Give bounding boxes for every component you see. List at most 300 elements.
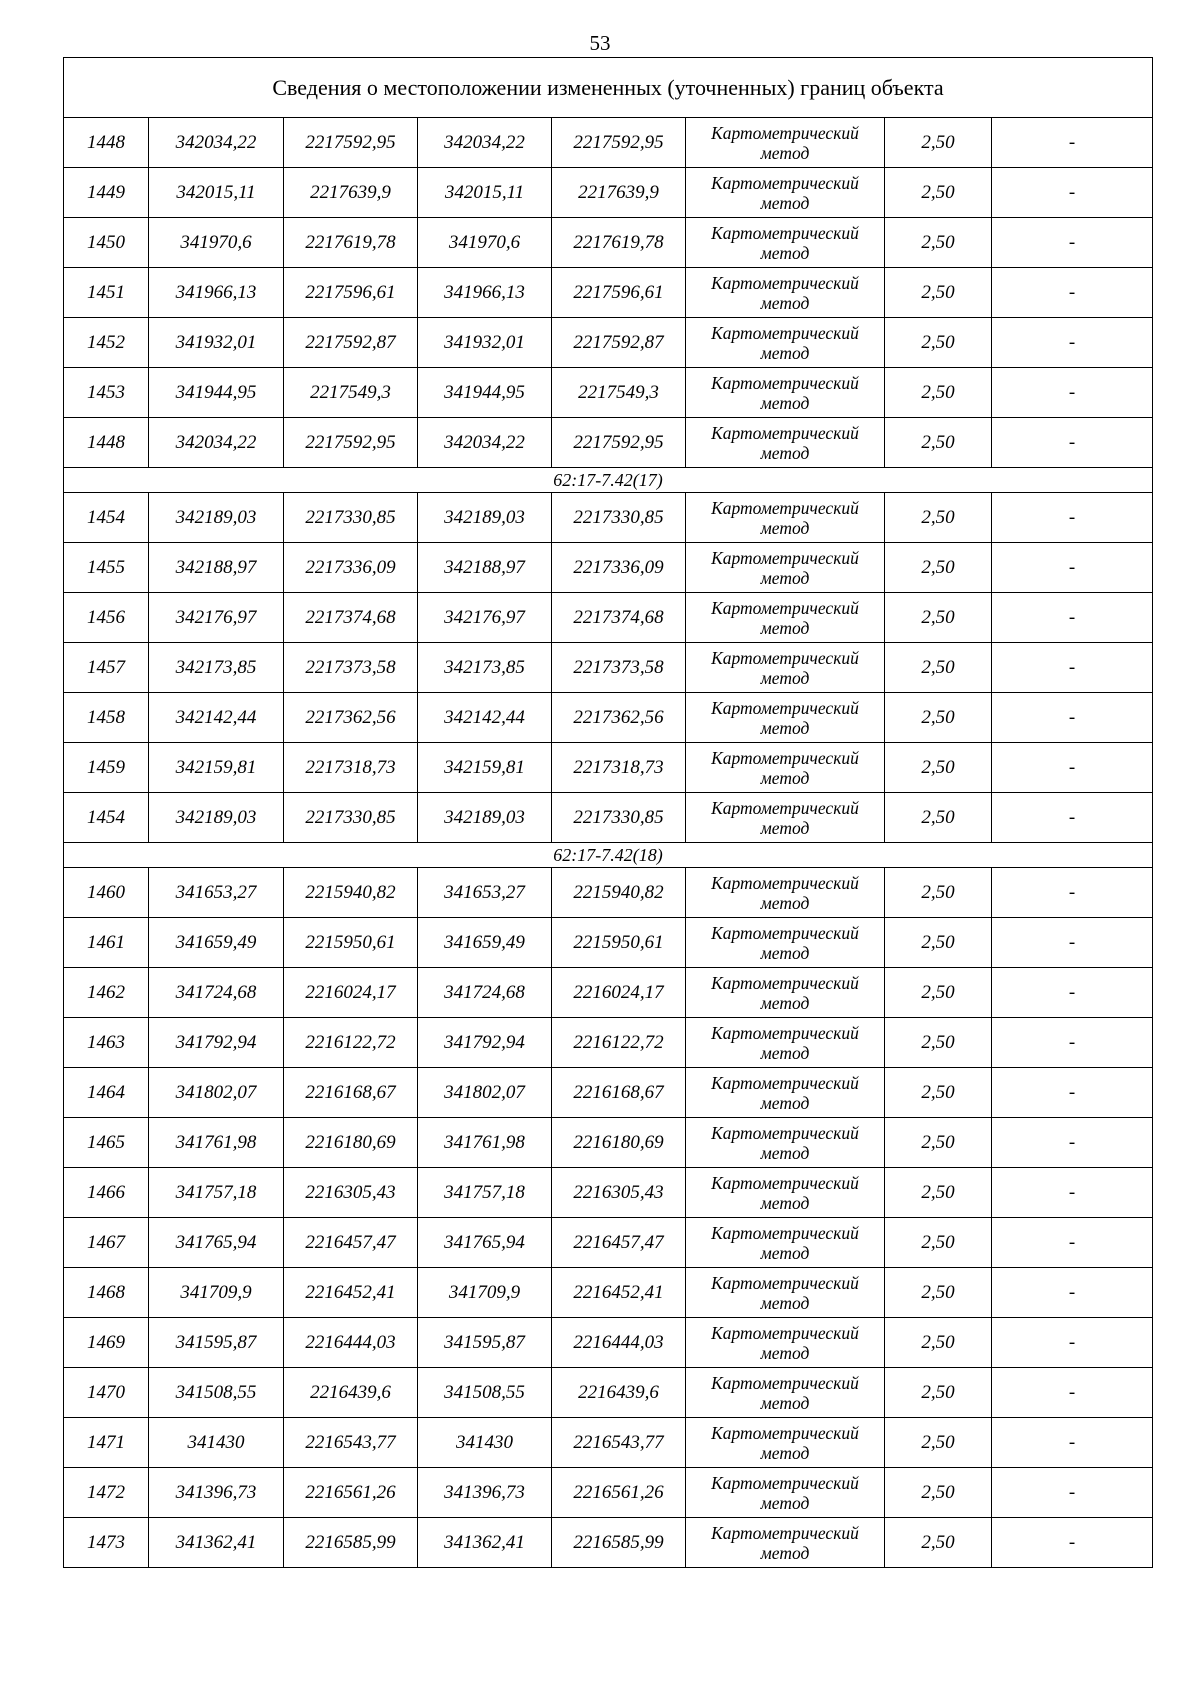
point-number-cell: 1456 bbox=[64, 593, 149, 643]
x-new-cell: 341595,87 bbox=[418, 1318, 552, 1368]
y-new-cell: 2217374,68 bbox=[552, 593, 686, 643]
method-cell bbox=[686, 368, 885, 418]
method-line-1: Картометрический bbox=[711, 122, 859, 143]
method-line-2: метод bbox=[760, 1392, 810, 1413]
y-existing-cell: 2217330,85 bbox=[284, 493, 418, 543]
method-line-1: Картометрический bbox=[711, 1322, 859, 1343]
method-line-1: Картометрический bbox=[711, 872, 859, 893]
accuracy-cell: 2,50 bbox=[885, 1168, 992, 1218]
method-line-1: Картометрический bbox=[711, 322, 859, 343]
x-existing-cell: 342142,44 bbox=[149, 693, 284, 743]
x-new-cell: 341757,18 bbox=[418, 1168, 552, 1218]
method-line-1: Картометрический bbox=[711, 422, 859, 443]
table-row bbox=[64, 1118, 1153, 1168]
table-caption-row bbox=[64, 58, 1153, 118]
point-number-cell: 1453 bbox=[64, 368, 149, 418]
x-existing-cell: 341944,95 bbox=[149, 368, 284, 418]
x-new-cell: 341932,01 bbox=[418, 318, 552, 368]
method-line-2: метод bbox=[760, 892, 810, 913]
accuracy-cell: 2,50 bbox=[885, 1518, 992, 1568]
description-cell: - bbox=[992, 968, 1153, 1018]
method-line-2: метод bbox=[760, 1542, 810, 1563]
table-row bbox=[64, 968, 1153, 1018]
method-line-1: Картометрический bbox=[711, 547, 859, 568]
x-new-cell: 341362,41 bbox=[418, 1518, 552, 1568]
table-row bbox=[64, 918, 1153, 968]
y-existing-cell: 2217373,58 bbox=[284, 643, 418, 693]
x-existing-cell: 341709,9 bbox=[149, 1268, 284, 1318]
x-existing-cell: 341659,49 bbox=[149, 918, 284, 968]
x-new-cell: 342142,44 bbox=[418, 693, 552, 743]
table-row bbox=[64, 1068, 1153, 1118]
y-new-cell: 2215940,82 bbox=[552, 868, 686, 918]
table-row bbox=[64, 1268, 1153, 1318]
table-row bbox=[64, 743, 1153, 793]
x-new-cell: 342176,97 bbox=[418, 593, 552, 643]
method-line-2: метод bbox=[760, 442, 810, 463]
method-line-2: метод bbox=[760, 1492, 810, 1513]
description-cell: - bbox=[992, 693, 1153, 743]
y-existing-cell: 2217619,78 bbox=[284, 218, 418, 268]
method-line-1: Картометрический bbox=[711, 497, 859, 518]
method-cell bbox=[686, 218, 885, 268]
point-number-cell: 1463 bbox=[64, 1018, 149, 1068]
table-row bbox=[64, 593, 1153, 643]
accuracy-cell: 2,50 bbox=[885, 1368, 992, 1418]
y-existing-cell: 2216543,77 bbox=[284, 1418, 418, 1468]
x-existing-cell: 341724,68 bbox=[149, 968, 284, 1018]
x-existing-cell: 341653,27 bbox=[149, 868, 284, 918]
method-cell bbox=[686, 1468, 885, 1518]
x-existing-cell: 341932,01 bbox=[149, 318, 284, 368]
table-row bbox=[64, 493, 1153, 543]
accuracy-cell: 2,50 bbox=[885, 1468, 992, 1518]
method-line-2: метод bbox=[760, 1442, 810, 1463]
x-new-cell: 341430 bbox=[418, 1418, 552, 1468]
x-new-cell: 342189,03 bbox=[418, 793, 552, 843]
method-cell bbox=[686, 693, 885, 743]
point-number-cell: 1466 bbox=[64, 1168, 149, 1218]
point-number-cell: 1467 bbox=[64, 1218, 149, 1268]
accuracy-cell: 2,50 bbox=[885, 1218, 992, 1268]
method-line-1: Картометрический bbox=[711, 972, 859, 993]
table-row bbox=[64, 318, 1153, 368]
method-line-1: Картометрический bbox=[711, 1522, 859, 1543]
method-line-1: Картометрический bbox=[711, 372, 859, 393]
description-cell: - bbox=[992, 493, 1153, 543]
method-line-2: метод bbox=[760, 1242, 810, 1263]
point-number-cell: 1473 bbox=[64, 1518, 149, 1568]
table-row bbox=[64, 168, 1153, 218]
x-new-cell: 341508,55 bbox=[418, 1368, 552, 1418]
accuracy-cell: 2,50 bbox=[885, 693, 992, 743]
x-existing-cell: 341765,94 bbox=[149, 1218, 284, 1268]
method-line-1: Картометрический bbox=[711, 1072, 859, 1093]
description-cell: - bbox=[992, 793, 1153, 843]
y-new-cell: 2216168,67 bbox=[552, 1068, 686, 1118]
description-cell: - bbox=[992, 918, 1153, 968]
x-existing-cell: 341430 bbox=[149, 1418, 284, 1468]
description-cell: - bbox=[992, 1418, 1153, 1468]
y-new-cell: 2216452,41 bbox=[552, 1268, 686, 1318]
method-line-2: метод bbox=[760, 717, 810, 738]
accuracy-cell: 2,50 bbox=[885, 368, 992, 418]
table-row bbox=[64, 643, 1153, 693]
y-existing-cell: 2217318,73 bbox=[284, 743, 418, 793]
y-new-cell: 2216305,43 bbox=[552, 1168, 686, 1218]
y-new-cell: 2217549,3 bbox=[552, 368, 686, 418]
accuracy-cell: 2,50 bbox=[885, 868, 992, 918]
table-row bbox=[64, 693, 1153, 743]
y-existing-cell: 2216585,99 bbox=[284, 1518, 418, 1568]
x-new-cell: 342015,11 bbox=[418, 168, 552, 218]
method-cell bbox=[686, 868, 885, 918]
point-number-cell: 1450 bbox=[64, 218, 149, 268]
description-cell: - bbox=[992, 1518, 1153, 1568]
method-line-1: Картометрический bbox=[711, 1272, 859, 1293]
point-number-cell: 1455 bbox=[64, 543, 149, 593]
point-number-cell: 1454 bbox=[64, 793, 149, 843]
x-new-cell: 342034,22 bbox=[418, 418, 552, 468]
y-new-cell: 2216585,99 bbox=[552, 1518, 686, 1568]
y-existing-cell: 2217336,09 bbox=[284, 543, 418, 593]
x-new-cell: 342188,97 bbox=[418, 543, 552, 593]
accuracy-cell: 2,50 bbox=[885, 1118, 992, 1168]
y-new-cell: 2217592,95 bbox=[552, 118, 686, 168]
y-new-cell: 2217336,09 bbox=[552, 543, 686, 593]
description-cell: - bbox=[992, 1218, 1153, 1268]
description-cell: - bbox=[992, 168, 1153, 218]
y-new-cell: 2217318,73 bbox=[552, 743, 686, 793]
x-existing-cell: 341970,6 bbox=[149, 218, 284, 268]
y-existing-cell: 2216561,26 bbox=[284, 1468, 418, 1518]
accuracy-cell: 2,50 bbox=[885, 118, 992, 168]
y-new-cell: 2216457,47 bbox=[552, 1218, 686, 1268]
y-new-cell: 2215950,61 bbox=[552, 918, 686, 968]
x-new-cell: 342034,22 bbox=[418, 118, 552, 168]
x-existing-cell: 341761,98 bbox=[149, 1118, 284, 1168]
point-number-cell: 1460 bbox=[64, 868, 149, 918]
x-existing-cell: 342159,81 bbox=[149, 743, 284, 793]
x-new-cell: 341761,98 bbox=[418, 1118, 552, 1168]
x-new-cell: 341396,73 bbox=[418, 1468, 552, 1518]
accuracy-cell: 2,50 bbox=[885, 1268, 992, 1318]
y-new-cell: 2216024,17 bbox=[552, 968, 686, 1018]
x-existing-cell: 342189,03 bbox=[149, 793, 284, 843]
x-new-cell: 341966,13 bbox=[418, 268, 552, 318]
method-cell bbox=[686, 493, 885, 543]
y-new-cell: 2217592,87 bbox=[552, 318, 686, 368]
y-new-cell: 2217330,85 bbox=[552, 793, 686, 843]
method-cell bbox=[686, 268, 885, 318]
y-existing-cell: 2216180,69 bbox=[284, 1118, 418, 1168]
method-line-1: Картометрический bbox=[711, 1422, 859, 1443]
method-line-1: Картометрический bbox=[711, 647, 859, 668]
point-number-cell: 1464 bbox=[64, 1068, 149, 1118]
method-line-2: метод bbox=[760, 567, 810, 588]
method-line-2: метод bbox=[760, 1192, 810, 1213]
point-number-cell: 1452 bbox=[64, 318, 149, 368]
point-number-cell: 1454 bbox=[64, 493, 149, 543]
table-row bbox=[64, 868, 1153, 918]
point-number-cell: 1461 bbox=[64, 918, 149, 968]
y-new-cell: 2217362,56 bbox=[552, 693, 686, 743]
method-line-2: метод bbox=[760, 1342, 810, 1363]
y-new-cell: 2217619,78 bbox=[552, 218, 686, 268]
x-existing-cell: 342034,22 bbox=[149, 118, 284, 168]
description-cell: - bbox=[992, 543, 1153, 593]
method-line-2: метод bbox=[760, 817, 810, 838]
method-line-1: Картометрический bbox=[711, 222, 859, 243]
point-number-cell: 1459 bbox=[64, 743, 149, 793]
method-line-1: Картометрический bbox=[711, 1172, 859, 1193]
method-line-2: метод bbox=[760, 667, 810, 688]
accuracy-cell: 2,50 bbox=[885, 793, 992, 843]
point-number-cell: 1462 bbox=[64, 968, 149, 1018]
y-existing-cell: 2217592,95 bbox=[284, 118, 418, 168]
method-cell bbox=[686, 918, 885, 968]
description-cell: - bbox=[992, 1118, 1153, 1168]
description-cell: - bbox=[992, 118, 1153, 168]
section-label: 62:17-7.42(17) bbox=[64, 468, 1153, 493]
method-cell bbox=[686, 1268, 885, 1318]
description-cell: - bbox=[992, 1368, 1153, 1418]
y-existing-cell: 2217592,95 bbox=[284, 418, 418, 468]
method-line-1: Картометрический bbox=[711, 1122, 859, 1143]
accuracy-cell: 2,50 bbox=[885, 268, 992, 318]
y-existing-cell: 2215950,61 bbox=[284, 918, 418, 968]
x-existing-cell: 342015,11 bbox=[149, 168, 284, 218]
method-line-2: метод bbox=[760, 142, 810, 163]
x-existing-cell: 341757,18 bbox=[149, 1168, 284, 1218]
section-row bbox=[64, 468, 1153, 493]
description-cell: - bbox=[992, 318, 1153, 368]
x-existing-cell: 341508,55 bbox=[149, 1368, 284, 1418]
table-row bbox=[64, 1368, 1153, 1418]
y-existing-cell: 2217592,87 bbox=[284, 318, 418, 368]
method-line-2: метод bbox=[760, 992, 810, 1013]
x-new-cell: 341802,07 bbox=[418, 1068, 552, 1118]
x-new-cell: 342159,81 bbox=[418, 743, 552, 793]
y-existing-cell: 2216168,67 bbox=[284, 1068, 418, 1118]
table-row bbox=[64, 118, 1153, 168]
y-new-cell: 2216180,69 bbox=[552, 1118, 686, 1168]
x-new-cell: 341792,94 bbox=[418, 1018, 552, 1068]
table-row bbox=[64, 1468, 1153, 1518]
y-existing-cell: 2217549,3 bbox=[284, 368, 418, 418]
table-row bbox=[64, 368, 1153, 418]
description-cell: - bbox=[992, 268, 1153, 318]
y-existing-cell: 2217596,61 bbox=[284, 268, 418, 318]
method-line-2: метод bbox=[760, 192, 810, 213]
method-cell bbox=[686, 1118, 885, 1168]
x-existing-cell: 342189,03 bbox=[149, 493, 284, 543]
table-row bbox=[64, 1418, 1153, 1468]
method-cell bbox=[686, 1168, 885, 1218]
accuracy-cell: 2,50 bbox=[885, 493, 992, 543]
table-row bbox=[64, 1168, 1153, 1218]
method-line-1: Картометрический bbox=[711, 697, 859, 718]
y-new-cell: 2216561,26 bbox=[552, 1468, 686, 1518]
y-new-cell: 2216444,03 bbox=[552, 1318, 686, 1368]
table-row bbox=[64, 543, 1153, 593]
description-cell: - bbox=[992, 643, 1153, 693]
y-existing-cell: 2216024,17 bbox=[284, 968, 418, 1018]
x-new-cell: 341653,27 bbox=[418, 868, 552, 918]
table-caption: Сведения о местоположении измененных (уточненных) границ объекта bbox=[64, 58, 1153, 118]
method-line-1: Картометрический bbox=[711, 747, 859, 768]
point-number-cell: 1465 bbox=[64, 1118, 149, 1168]
method-line-1: Картометрический bbox=[711, 1472, 859, 1493]
x-new-cell: 342189,03 bbox=[418, 493, 552, 543]
point-number-cell: 1471 bbox=[64, 1418, 149, 1468]
method-cell bbox=[686, 643, 885, 693]
accuracy-cell: 2,50 bbox=[885, 968, 992, 1018]
accuracy-cell: 2,50 bbox=[885, 593, 992, 643]
method-line-2: метод bbox=[760, 767, 810, 788]
method-line-2: метод bbox=[760, 1092, 810, 1113]
description-cell: - bbox=[992, 218, 1153, 268]
y-new-cell: 2217596,61 bbox=[552, 268, 686, 318]
method-cell bbox=[686, 1318, 885, 1368]
point-number-cell: 1448 bbox=[64, 118, 149, 168]
method-line-2: метод bbox=[760, 1292, 810, 1313]
method-cell bbox=[686, 1218, 885, 1268]
table-row bbox=[64, 1218, 1153, 1268]
x-existing-cell: 341792,94 bbox=[149, 1018, 284, 1068]
x-new-cell: 341659,49 bbox=[418, 918, 552, 968]
method-line-2: метод bbox=[760, 617, 810, 638]
point-number-cell: 1451 bbox=[64, 268, 149, 318]
table-row bbox=[64, 418, 1153, 468]
method-line-2: метод bbox=[760, 292, 810, 313]
method-cell bbox=[686, 168, 885, 218]
accuracy-cell: 2,50 bbox=[885, 1318, 992, 1368]
point-number-cell: 1468 bbox=[64, 1268, 149, 1318]
point-number-cell: 1457 bbox=[64, 643, 149, 693]
y-existing-cell: 2217330,85 bbox=[284, 793, 418, 843]
method-cell bbox=[686, 543, 885, 593]
accuracy-cell: 2,50 bbox=[885, 743, 992, 793]
y-existing-cell: 2216452,41 bbox=[284, 1268, 418, 1318]
description-cell: - bbox=[992, 593, 1153, 643]
accuracy-cell: 2,50 bbox=[885, 1068, 992, 1118]
point-number-cell: 1469 bbox=[64, 1318, 149, 1368]
description-cell: - bbox=[992, 1468, 1153, 1518]
method-cell bbox=[686, 418, 885, 468]
table-row bbox=[64, 1018, 1153, 1068]
method-line-2: метод bbox=[760, 1142, 810, 1163]
point-number-cell: 1458 bbox=[64, 693, 149, 743]
accuracy-cell: 2,50 bbox=[885, 643, 992, 693]
method-cell bbox=[686, 1518, 885, 1568]
x-new-cell: 341709,9 bbox=[418, 1268, 552, 1318]
accuracy-cell: 2,50 bbox=[885, 218, 992, 268]
method-cell bbox=[686, 1068, 885, 1118]
y-new-cell: 2216439,6 bbox=[552, 1368, 686, 1418]
y-new-cell: 2217373,58 bbox=[552, 643, 686, 693]
method-cell bbox=[686, 793, 885, 843]
method-cell bbox=[686, 1418, 885, 1468]
y-new-cell: 2217639,9 bbox=[552, 168, 686, 218]
table-row bbox=[64, 1518, 1153, 1568]
method-line-2: метод bbox=[760, 342, 810, 363]
method-line-1: Картометрический bbox=[711, 1222, 859, 1243]
method-cell bbox=[686, 743, 885, 793]
y-existing-cell: 2216122,72 bbox=[284, 1018, 418, 1068]
accuracy-cell: 2,50 bbox=[885, 918, 992, 968]
description-cell: - bbox=[992, 418, 1153, 468]
method-cell bbox=[686, 1018, 885, 1068]
method-line-1: Картометрический bbox=[711, 172, 859, 193]
y-new-cell: 2217592,95 bbox=[552, 418, 686, 468]
description-cell: - bbox=[992, 1168, 1153, 1218]
x-new-cell: 341724,68 bbox=[418, 968, 552, 1018]
section-label: 62:17-7.42(18) bbox=[64, 843, 1153, 868]
y-existing-cell: 2216457,47 bbox=[284, 1218, 418, 1268]
method-cell bbox=[686, 593, 885, 643]
method-cell bbox=[686, 1368, 885, 1418]
method-cell bbox=[686, 118, 885, 168]
method-line-1: Картометрический bbox=[711, 1372, 859, 1393]
point-number-cell: 1470 bbox=[64, 1368, 149, 1418]
y-existing-cell: 2217362,56 bbox=[284, 693, 418, 743]
x-existing-cell: 342176,97 bbox=[149, 593, 284, 643]
x-new-cell: 341765,94 bbox=[418, 1218, 552, 1268]
method-cell bbox=[686, 318, 885, 368]
description-cell: - bbox=[992, 368, 1153, 418]
y-existing-cell: 2217374,68 bbox=[284, 593, 418, 643]
method-line-1: Картометрический bbox=[711, 597, 859, 618]
x-existing-cell: 342188,97 bbox=[149, 543, 284, 593]
x-existing-cell: 342034,22 bbox=[149, 418, 284, 468]
section-row bbox=[64, 843, 1153, 868]
x-existing-cell: 341966,13 bbox=[149, 268, 284, 318]
method-line-2: метод bbox=[760, 942, 810, 963]
method-line-2: метод bbox=[760, 392, 810, 413]
method-line-2: метод bbox=[760, 517, 810, 538]
point-number-cell: 1448 bbox=[64, 418, 149, 468]
description-cell: - bbox=[992, 743, 1153, 793]
accuracy-cell: 2,50 bbox=[885, 1418, 992, 1468]
method-line-1: Картометрический bbox=[711, 797, 859, 818]
x-new-cell: 342173,85 bbox=[418, 643, 552, 693]
y-existing-cell: 2216305,43 bbox=[284, 1168, 418, 1218]
x-existing-cell: 341595,87 bbox=[149, 1318, 284, 1368]
coordinates-table bbox=[63, 57, 1153, 1568]
y-new-cell: 2216543,77 bbox=[552, 1418, 686, 1468]
y-new-cell: 2216122,72 bbox=[552, 1018, 686, 1068]
accuracy-cell: 2,50 bbox=[885, 168, 992, 218]
accuracy-cell: 2,50 bbox=[885, 418, 992, 468]
x-new-cell: 341944,95 bbox=[418, 368, 552, 418]
y-existing-cell: 2216444,03 bbox=[284, 1318, 418, 1368]
point-number-cell: 1449 bbox=[64, 168, 149, 218]
method-line-2: метод bbox=[760, 1042, 810, 1063]
y-existing-cell: 2216439,6 bbox=[284, 1368, 418, 1418]
description-cell: - bbox=[992, 868, 1153, 918]
method-line-2: метод bbox=[760, 242, 810, 263]
x-existing-cell: 341802,07 bbox=[149, 1068, 284, 1118]
accuracy-cell: 2,50 bbox=[885, 318, 992, 368]
method-cell bbox=[686, 968, 885, 1018]
method-line-1: Картометрический bbox=[711, 1022, 859, 1043]
x-new-cell: 341970,6 bbox=[418, 218, 552, 268]
point-number-cell: 1472 bbox=[64, 1468, 149, 1518]
y-existing-cell: 2215940,82 bbox=[284, 868, 418, 918]
table-row bbox=[64, 1318, 1153, 1368]
y-new-cell: 2217330,85 bbox=[552, 493, 686, 543]
